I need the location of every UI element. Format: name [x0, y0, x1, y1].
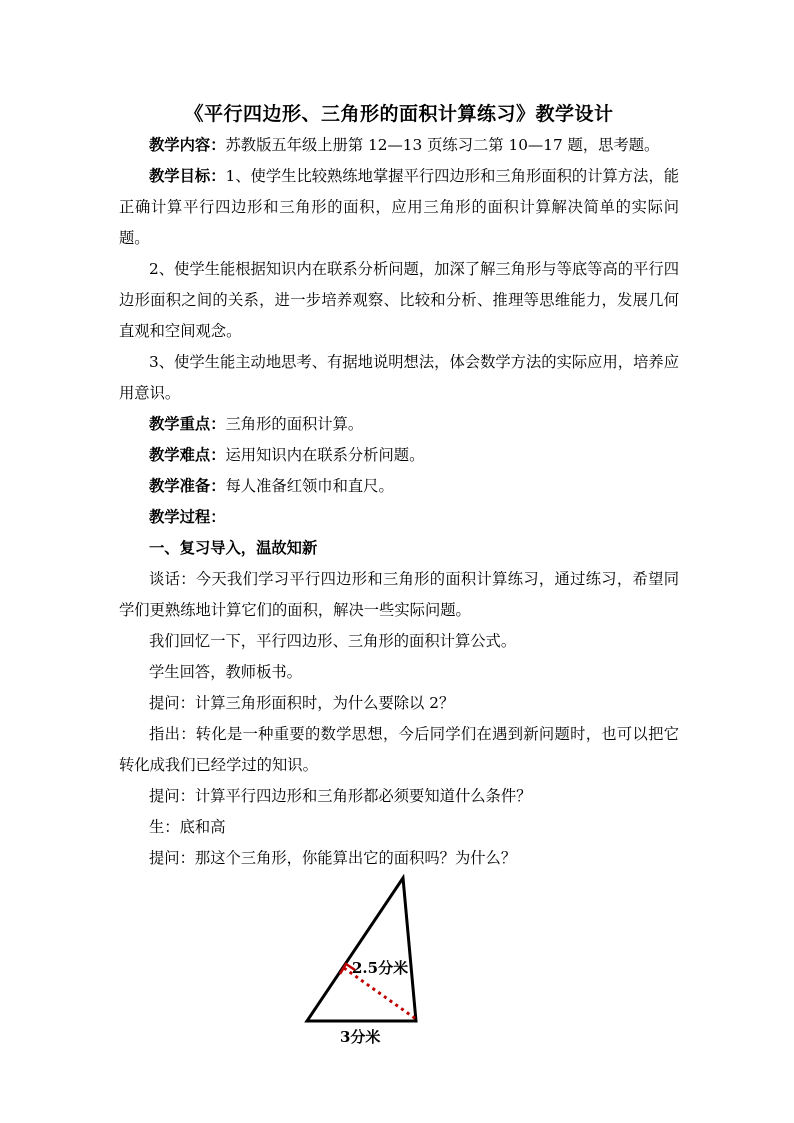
difficulty — [119, 440, 679, 471]
goal-item-2: 2、使学生能根据知识内在联系分析问题，加深了解三角形与等底等高的平行四边形面积之间的关系，进一步培养观察、比较和分析、推理等思维能力，发展几何直观和空间观念。 — [119, 260, 679, 340]
base-label: 3分米 — [340, 1028, 381, 1046]
difficulty-label: 教学难点： — [149, 446, 226, 464]
difficulty-text: 运用知识内在联系分析问题。 — [225, 446, 425, 464]
document-title: 《平行四边形、三角形的面积计算练习》教学设计 — [184, 103, 614, 125]
paragraph-student-reply: 生：底和高 — [149, 818, 226, 836]
section-1-heading: 一、复习导入，温故知新 — [149, 539, 318, 557]
teaching-goals — [119, 161, 679, 254]
paragraph-student-answer: 学生回答，教师板书。 — [149, 663, 302, 681]
height-label: 2.5分米 — [352, 959, 409, 977]
teaching-content-label: 教学内容： — [149, 136, 226, 154]
key-point-label: 教学重点： — [149, 415, 226, 433]
paragraph-question-conditions: 提问：计算平行四边形和三角形都必须要知道什么条件？ — [149, 787, 532, 805]
paragraph-intro-talk: 谈话：今天我们学习平行四边形和三角形的面积计算练习，通过练习，希望同学们更熟练地计算它们的面积，解决一些实际问题。 — [119, 570, 679, 619]
teaching-goals-label: 教学目标： — [149, 167, 226, 185]
paragraph-recall-formula: 我们回忆一下，平行四边形、三角形的面积计算公式。 — [149, 632, 517, 650]
paragraph-point-out: 指出：转化是一种重要的数学思想，今后同学们在遇到新问题时，也可以把它转化成我们已经学过的知识。 — [119, 725, 679, 774]
triangle-shape — [307, 878, 416, 1021]
document-page — [119, 100, 679, 874]
teaching-content — [119, 130, 679, 161]
key-point-text: 三角形的面积计算。 — [225, 415, 364, 433]
goal-item-1: 1、使学生比较熟练地掌握平行四边形和三角形面积的计算方法，能正确计算平行四边形和三角形的面积，应用三角形的面积计算解决简单的实际问题。 — [119, 167, 679, 247]
preparation — [119, 471, 679, 502]
key-point — [119, 409, 679, 440]
goal-item-3: 3、使学生能主动地思考、有据地说明想法，体会数学方法的实际应用，培养应用意识。 — [119, 353, 679, 402]
paragraph-question-triangle: 提问：那这个三角形，你能算出它的面积吗？为什么？ — [149, 849, 517, 867]
preparation-label: 教学准备： — [149, 477, 226, 495]
preparation-text: 每人准备红领巾和直尺。 — [225, 477, 394, 495]
teaching-content-text: 苏教版五年级上册第 12—13 页练习二第 10—17 题，思考题。 — [225, 136, 660, 154]
paragraph-question-divide: 提问：计算三角形面积时，为什么要除以 2？ — [149, 694, 455, 712]
process-label: 教学过程： — [149, 508, 226, 526]
triangle-figure — [300, 870, 440, 1050]
